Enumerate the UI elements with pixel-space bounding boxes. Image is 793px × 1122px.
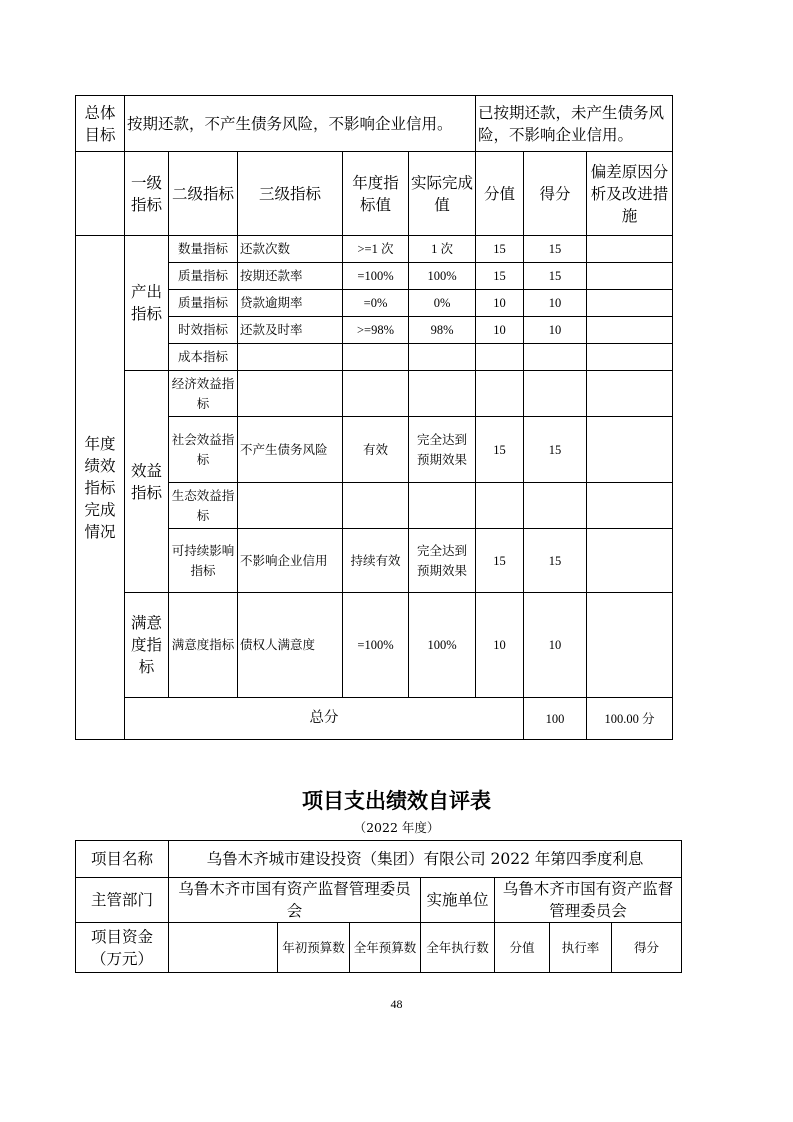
total-got: 100.00 分 [587,698,673,740]
section-label: 年度绩效指标完成情况 [76,236,125,740]
score-cell: 15 [476,417,524,483]
score-cell [476,344,524,371]
actual-cell: 完全达到预期效果 [409,417,476,483]
exec-value: 乌鲁木齐市国有资产监督管理委员会 [495,878,682,923]
score-cell [476,371,524,417]
exec-label: 实施单位 [421,878,495,923]
col-execution-rate: 执行率 [550,923,612,973]
target-cell: =100% [343,263,409,290]
col-got: 得分 [612,923,682,973]
l3-cell: 不影响企业信用 [238,529,343,593]
got-cell: 10 [524,317,587,344]
goal-label: 总体目标 [76,96,125,152]
header-level1: 一级指标 [125,152,169,236]
l2-cell: 可持续影响指标 [169,529,238,593]
l3-cell: 债权人满意度 [238,593,343,698]
actual-cell [409,371,476,417]
actual-cell: 100% [409,593,476,698]
got-cell [524,483,587,529]
category-output: 产出指标 [125,236,169,371]
page-title: 项目支出绩效自评表 [302,789,491,813]
l3-cell [238,483,343,529]
l2-cell: 时效指标 [169,317,238,344]
header-score: 分值 [476,152,524,236]
l3-cell: 还款次数 [238,236,343,263]
l3-cell: 不产生债务风险 [238,417,343,483]
l2-cell: 满意度指标 [169,593,238,698]
target-cell: 有效 [343,417,409,483]
goal-actual: 已按期还款，未产生债务风险，不影响企业信用。 [476,96,673,152]
deviation-cell [587,236,673,263]
project-info-table [75,840,682,973]
total-score: 100 [524,698,587,740]
l2-cell: 成本指标 [169,344,238,371]
deviation-cell [587,344,673,371]
target-cell: >=98% [343,317,409,344]
deviation-cell [587,529,673,593]
score-cell: 15 [476,263,524,290]
target-cell [343,371,409,417]
actual-cell: 98% [409,317,476,344]
col-annual-budget: 全年预算数 [350,923,421,973]
header-target: 年度指标值 [343,152,409,236]
target-cell: =100% [343,593,409,698]
l3-cell: 贷款逾期率 [238,290,343,317]
score-cell: 10 [476,317,524,344]
actual-cell [409,483,476,529]
got-cell [524,344,587,371]
deviation-cell [587,263,673,290]
l2-cell: 生态效益指标 [169,483,238,529]
deviation-cell [587,417,673,483]
header-blank [76,152,125,236]
actual-cell: 0% [409,290,476,317]
deviation-cell [587,371,673,417]
actual-cell: 1 次 [409,236,476,263]
got-cell: 10 [524,593,587,698]
category-benefit: 效益指标 [125,371,169,593]
l2-cell: 社会效益指标 [169,417,238,483]
got-cell [524,371,587,417]
score-cell: 10 [476,593,524,698]
actual-cell: 100% [409,263,476,290]
l3-cell [238,344,343,371]
dept-value: 乌鲁木齐市国有资产监督管理委员会 [169,878,421,923]
deviation-cell [587,483,673,529]
goal-planned: 按期还款，不产生债务风险，不影响企业信用。 [125,96,476,152]
l2-cell: 数量指标 [169,236,238,263]
actual-cell [409,344,476,371]
got-cell: 15 [524,236,587,263]
l3-cell: 还款及时率 [238,317,343,344]
year-subtitle: （2022 年度） [353,820,440,835]
category-satisfaction: 满意度指标 [125,593,169,698]
deviation-cell [587,317,673,344]
funds-blank [169,923,278,973]
l3-cell [238,371,343,417]
target-cell: >=1 次 [343,236,409,263]
header-got: 得分 [524,152,587,236]
l2-cell: 质量指标 [169,263,238,290]
deviation-cell [587,290,673,317]
page-number: 48 [390,997,403,1011]
header-actual: 实际完成值 [409,152,476,236]
col-score: 分值 [495,923,550,973]
project-name-label: 项目名称 [76,841,169,878]
target-cell [343,344,409,371]
col-annual-execution: 全年执行数 [421,923,495,973]
score-cell: 15 [476,529,524,593]
l3-cell: 按期还款率 [238,263,343,290]
performance-table [75,95,673,740]
project-name: 乌鲁木齐城市建设投资（集团）有限公司 2022 年第四季度利息 [169,841,682,878]
score-cell: 15 [476,236,524,263]
col-initial-budget: 年初预算数 [278,923,350,973]
score-cell [476,483,524,529]
score-cell: 10 [476,290,524,317]
target-cell [343,483,409,529]
got-cell: 15 [524,417,587,483]
got-cell: 15 [524,263,587,290]
dept-label: 主管部门 [76,878,169,923]
header-level3: 三级指标 [238,152,343,236]
total-label: 总分 [125,698,524,740]
actual-cell: 完全达到预期效果 [409,529,476,593]
header-deviation: 偏差原因分析及改进措施 [587,152,673,236]
target-cell: 持续有效 [343,529,409,593]
header-level2: 二级指标 [169,152,238,236]
got-cell: 15 [524,529,587,593]
got-cell: 10 [524,290,587,317]
l2-cell: 经济效益指标 [169,371,238,417]
l2-cell: 质量指标 [169,290,238,317]
deviation-cell [587,593,673,698]
funds-label: 项目资金（万元） [76,923,169,973]
target-cell: =0% [343,290,409,317]
